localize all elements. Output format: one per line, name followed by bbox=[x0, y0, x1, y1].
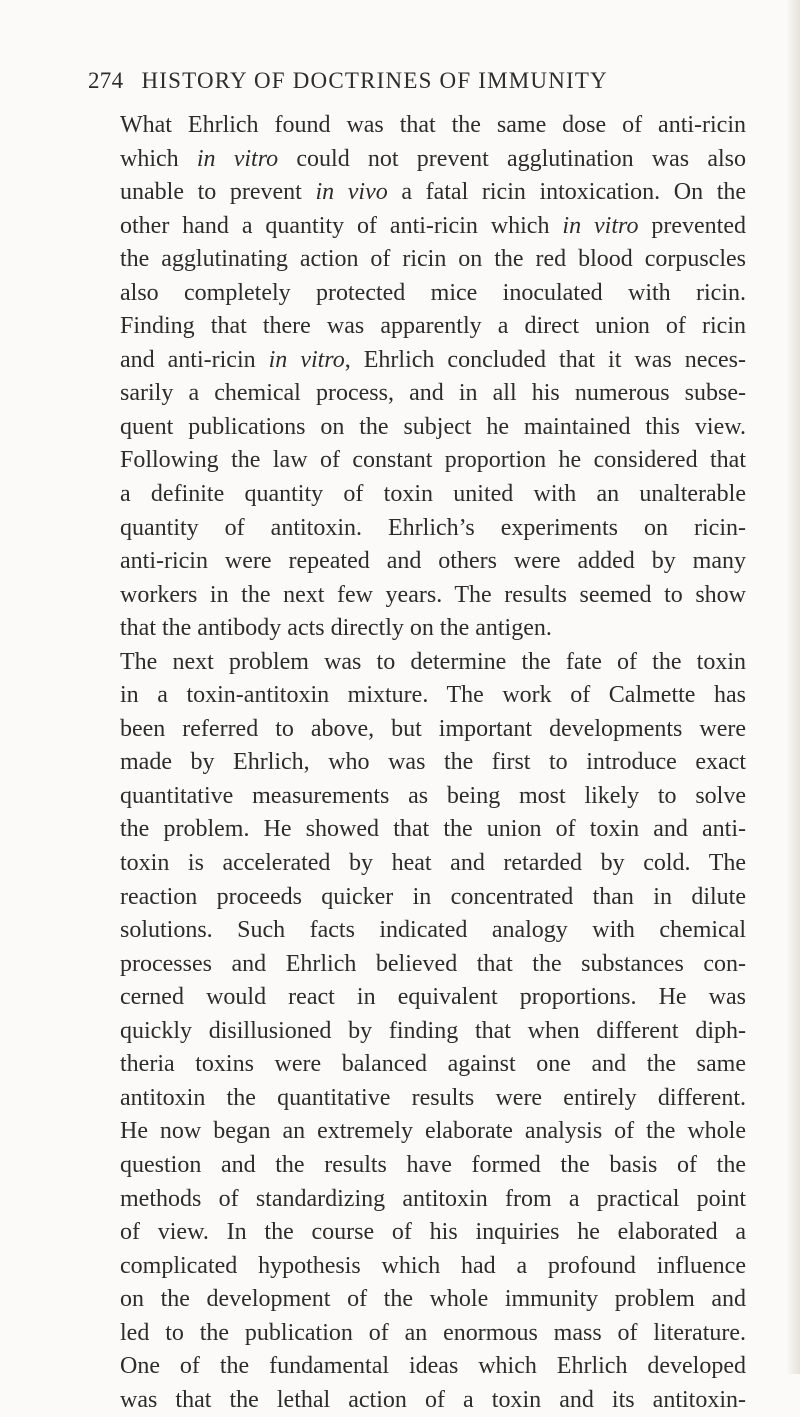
text-line: a definite quantity of toxin united with an unalterable bbox=[120, 481, 746, 508]
text-line: methods of standardizing antitoxin from a practical point bbox=[120, 1185, 746, 1212]
text-line: of view. In the course of his inquiries he elaborated a bbox=[120, 1219, 746, 1246]
text-line: cerned would react in equivalent proportions. He was bbox=[120, 984, 746, 1011]
text-line: made by Ehrlich, who was the first to introduce exact bbox=[120, 749, 746, 776]
text-line: which in vitro could not prevent agglutination was also bbox=[120, 145, 746, 172]
page-number: 274 bbox=[88, 68, 124, 93]
text-line: He now began an extremely elaborate analysis of the whole bbox=[120, 1118, 746, 1145]
text-line: the problem. He showed that the union of toxin and anti- bbox=[120, 816, 746, 843]
text-line: The next problem was to determine the fate of the toxin bbox=[120, 648, 746, 675]
text-line: in a toxin-antitoxin mixture. The work of Calmette has bbox=[120, 682, 746, 709]
text-line: been referred to above, but important developments were bbox=[120, 715, 746, 742]
text-line: Following the law of constant proportion he considered that bbox=[120, 447, 746, 474]
text-line: antitoxin the quantitative results were entirely different. bbox=[120, 1084, 746, 1111]
text-line: quent publications on the subject he maintained this view. bbox=[120, 413, 746, 440]
running-title: HISTORY OF DOCTRINES OF IMMUNITY bbox=[141, 68, 608, 93]
text-line: the agglutinating action of ricin on the red blood corpuscles bbox=[120, 246, 746, 273]
text-line: question and the results have formed the basis of the bbox=[120, 1151, 746, 1178]
text-line: processes and Ehrlich believed that the substances con- bbox=[120, 950, 746, 977]
text-line: quantity of antitoxin. Ehrlich’s experiments on ricin- bbox=[120, 514, 746, 541]
text-line: and anti-ricin in vitro, Ehrlich concluded that it was neces- bbox=[120, 346, 747, 373]
text-line: workers in the next few years. The results seemed to show bbox=[120, 581, 746, 608]
text-line: What Ehrlich found was that the same dose of anti-ricin bbox=[120, 112, 746, 138]
running-head bbox=[88, 68, 688, 104]
text-line: solutions. Such facts indicated analogy with chemical bbox=[120, 917, 746, 944]
text-line: anti-ricin were repeated and others were added by many bbox=[120, 548, 746, 575]
text-line: Finding that there was apparently a direct union of ricin bbox=[120, 313, 746, 340]
text-line: toxin is accelerated by heat and retarded by cold. The bbox=[120, 850, 746, 877]
text-line: also completely protected mice inoculated with ricin. bbox=[120, 279, 746, 306]
text-line: on the development of the whole immunity problem and bbox=[120, 1286, 746, 1313]
text-line: unable to prevent in vivo a fatal ricin intoxication. On the bbox=[120, 179, 747, 206]
text-line: complicated hypothesis which had a profound influence bbox=[120, 1252, 746, 1279]
text-line: quantitative measurements as being most likely to solve bbox=[120, 782, 746, 809]
text-line: reaction proceeds quicker in concentrated than in dilute bbox=[120, 883, 746, 910]
page-edge-shadow bbox=[786, 0, 800, 1374]
text-line: that the antibody acts directly on the antigen. bbox=[120, 615, 552, 642]
text-line: theria toxins were balanced against one and the same bbox=[120, 1051, 746, 1078]
text-line: was that the lethal action of a toxin and its antitoxin- bbox=[120, 1386, 746, 1413]
text-line: One of the fundamental ideas which Ehrlich developed bbox=[120, 1353, 746, 1380]
body-text bbox=[120, 109, 746, 1417]
text-line: quickly disillusioned by finding that when different diph- bbox=[120, 1017, 746, 1044]
text-line: sarily a chemical process, and in all his numerous subse- bbox=[120, 380, 746, 407]
text-line: led to the publication of an enormous mass of literature. bbox=[120, 1319, 746, 1346]
text-line: other hand a quantity of anti-ricin which in vitro prevented bbox=[120, 212, 747, 239]
